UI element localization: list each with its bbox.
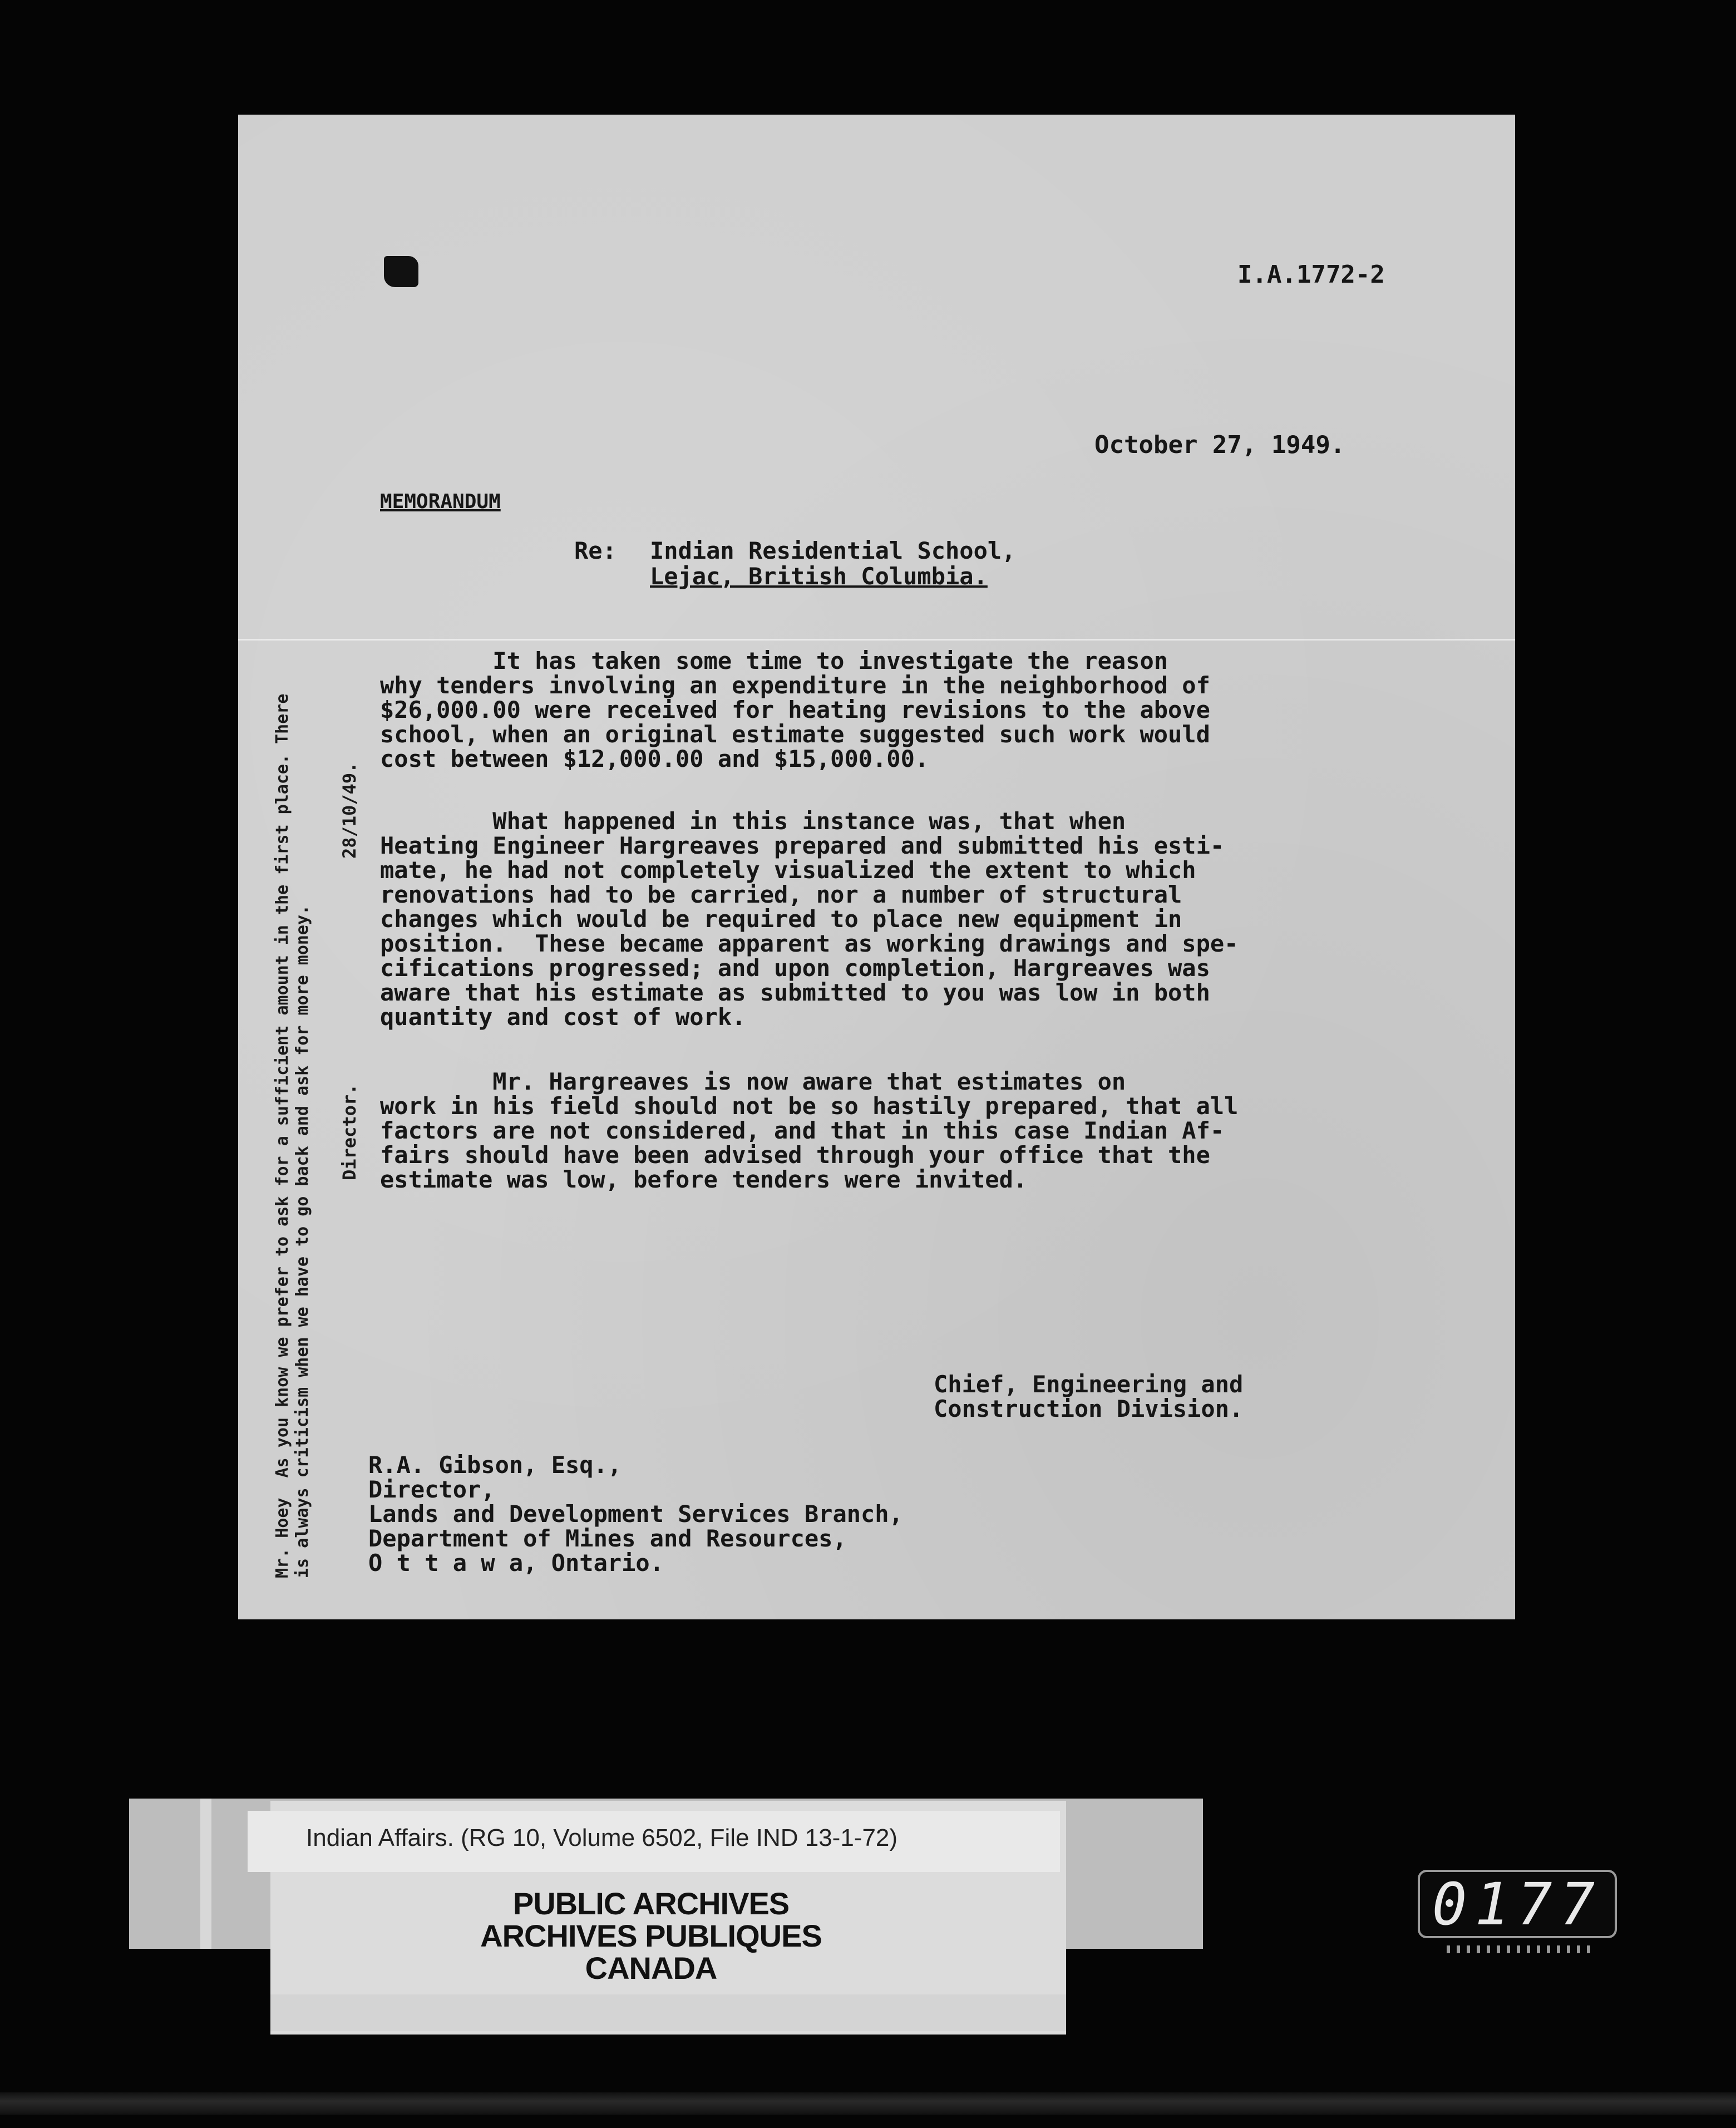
- subject-line-2: Lejac, British Columbia.: [650, 563, 988, 590]
- memorandum-sheet: [238, 115, 1515, 1619]
- recipient-address: R.A. Gibson, Esq., Director, Lands and Development Services Branch, Department of Mines and Resources, O t t a w a, Ontario.: [368, 1451, 903, 1577]
- signature-block: Chief, Engineering and Construction Division.: [934, 1371, 1244, 1422]
- margin-note-director: Director. 28/10/49.: [339, 762, 360, 1180]
- memo-date: October 27, 1949.: [1094, 431, 1345, 459]
- archive-title-fr: ARCHIVES PUBLIQUES: [480, 1918, 822, 1953]
- label-lower-band: [270, 1994, 1066, 2031]
- paragraph-3: Mr. Hargreaves is now aware that estimates on work in his field should not be so hastily prepared, that all factors are not considered, and that in this case Indian Af- fairs should have been advised through your office that the estimate was low, before tenders were invited.: [380, 1068, 1239, 1193]
- paragraph-1: It has taken some time to investigate the reason why tenders involving an expenditure in the neighborhood of $26,000.00 were received for heating revisions to the above school, when an original estimate suggested such work would cost between $12,000.00 and $15,000.00.: [380, 647, 1210, 772]
- archive-title-en: PUBLIC ARCHIVES: [512, 1886, 790, 1921]
- paragraph-2: What happened in this instance was, that when Heating Engineer Hargreaves prepared and submitted his esti- mate, he had not completely visualized the extent to which renovations had to be carried, nor a number of structural changes which would be required to place new equipment in position. These became apparent as working drawings and spe- cifications progressed; and upon completion, Hargreaves was aware that his estimate as submitted to you was low in both quantity and cost of work.: [380, 807, 1239, 1031]
- margin-note: Mr. Hoey As you know we prefer to ask for a sufficient amount in the first place. There is always criticism when we have to go back and ask for more money.: [273, 693, 312, 1578]
- label-strip: [200, 1799, 211, 1949]
- counter-ticks: [1447, 1945, 1591, 1953]
- archive-reference: Indian Affairs. (RG 10, Volume 6502, File IND 13-1-72): [306, 1824, 898, 1851]
- paper-fold: [238, 639, 1515, 641]
- re-label: Re:: [574, 537, 617, 564]
- memo-heading: MEMORANDUM: [380, 490, 501, 513]
- film-edge: [0, 2092, 1736, 2115]
- archive-title-country: CANADA: [585, 1950, 717, 1986]
- frame-counter: 0177: [1418, 1870, 1617, 1938]
- file-reference: I.A.1772-2: [1237, 260, 1385, 289]
- subject-line-1: Indian Residential School,: [650, 537, 1016, 564]
- ink-blot: [384, 256, 418, 287]
